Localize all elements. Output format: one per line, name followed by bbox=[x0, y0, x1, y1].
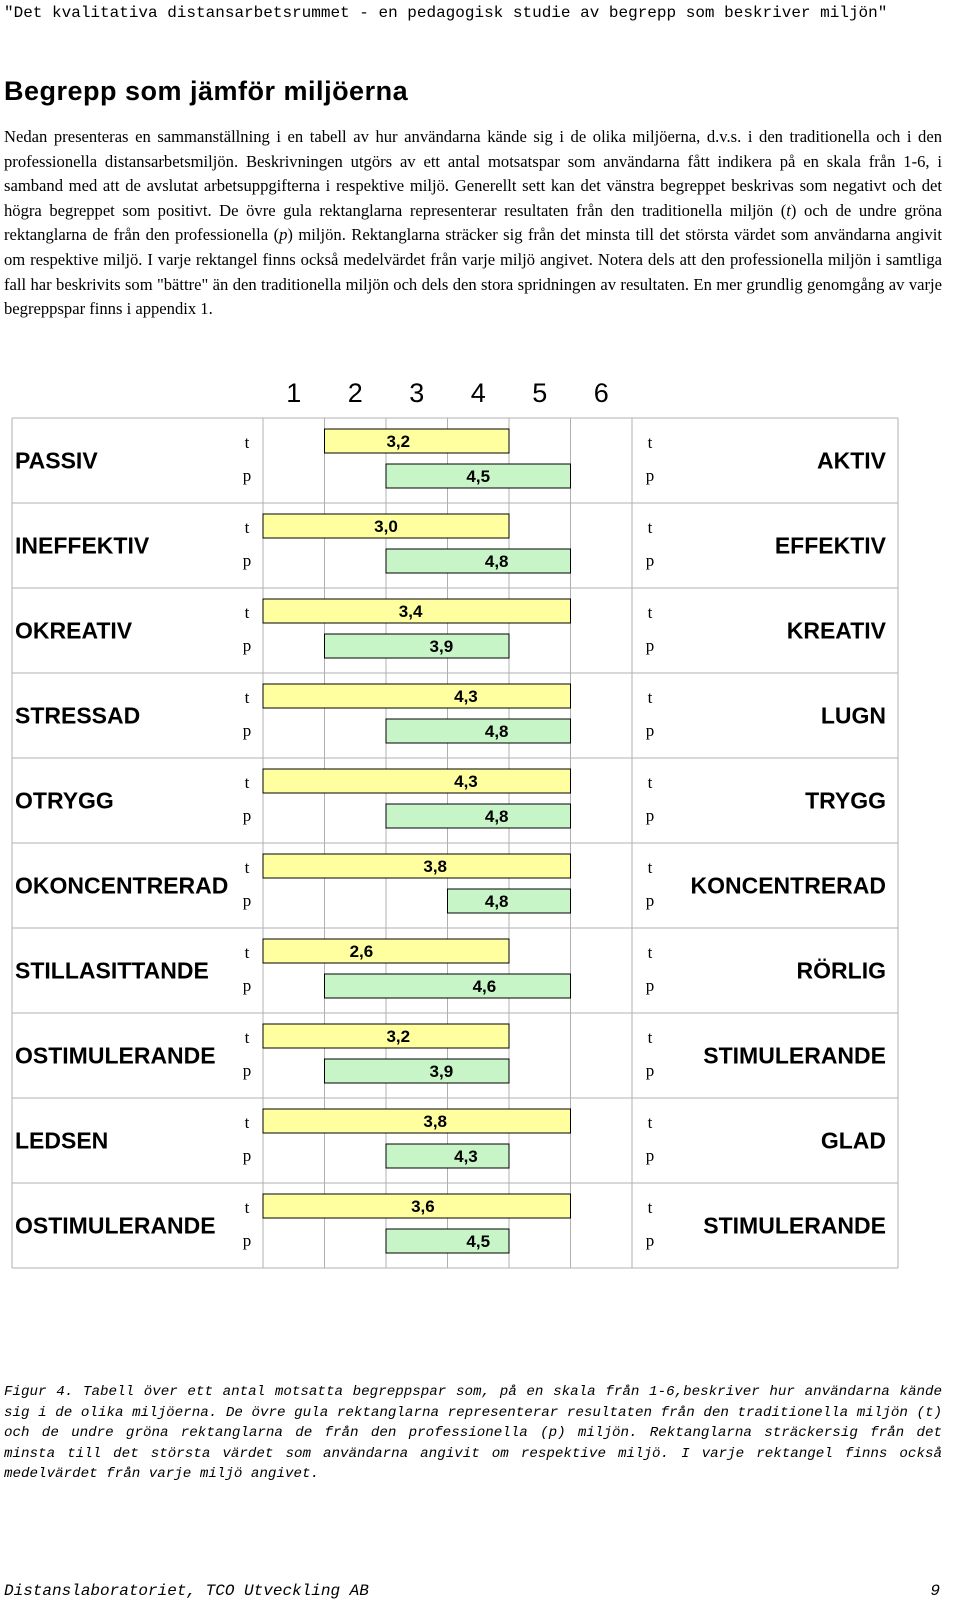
concept-right-label: LUGN bbox=[820, 702, 886, 729]
marker-t-left: t bbox=[244, 518, 250, 537]
mean-professional: 4,8 bbox=[484, 552, 509, 571]
marker-p-right: p bbox=[645, 1231, 655, 1250]
bar-professional bbox=[325, 974, 571, 998]
concept-right-label: EFFEKTIV bbox=[774, 532, 886, 559]
concept-left-label: OKREATIV bbox=[15, 617, 133, 644]
marker-t-left: t bbox=[244, 858, 250, 877]
scale-label-6: 6 bbox=[593, 378, 609, 408]
marker-t-left: t bbox=[244, 1113, 250, 1132]
marker-p-right: p bbox=[645, 891, 655, 910]
intro-p-mark: p bbox=[279, 225, 288, 245]
marker-t-right: t bbox=[647, 1198, 653, 1217]
page-number: 9 bbox=[930, 1582, 940, 1600]
concept-left-label: OTRYGG bbox=[15, 787, 114, 814]
concept-left-label: STRESSAD bbox=[15, 702, 141, 729]
marker-t-right: t bbox=[647, 858, 653, 877]
caption-p-mark: p bbox=[548, 1425, 558, 1441]
mean-professional: 3,9 bbox=[429, 1062, 454, 1081]
marker-p-left: p bbox=[242, 891, 252, 910]
bar-professional bbox=[448, 889, 571, 913]
marker-t-left: t bbox=[244, 1198, 250, 1217]
mean-traditional: 3,6 bbox=[411, 1197, 435, 1216]
concept-right-label: TRYGG bbox=[805, 787, 886, 814]
marker-p-right: p bbox=[645, 721, 655, 740]
caption-text-2: ) och de undre gröna rektanglarna de från den professionella ( bbox=[4, 1404, 942, 1441]
mean-professional: 4,8 bbox=[484, 807, 509, 826]
marker-p-right: p bbox=[645, 976, 655, 995]
scale-label-3: 3 bbox=[409, 378, 425, 408]
concept-right-label: KONCENTRERAD bbox=[690, 872, 886, 899]
mean-traditional: 3,2 bbox=[386, 432, 411, 451]
mean-traditional: 2,6 bbox=[349, 942, 374, 961]
concept-right-label: GLAD bbox=[820, 1127, 886, 1154]
marker-t-left: t bbox=[244, 433, 250, 452]
concept-left-label: OSTIMULERANDE bbox=[15, 1212, 216, 1239]
comparison-chart bbox=[0, 370, 960, 1370]
caption-t-mark: t bbox=[924, 1404, 934, 1421]
bar-professional bbox=[386, 804, 571, 828]
marker-t-right: t bbox=[647, 603, 653, 622]
concept-right-label: KREATIV bbox=[786, 617, 886, 644]
marker-t-left: t bbox=[244, 603, 250, 622]
mean-professional: 4,5 bbox=[466, 1232, 491, 1251]
concept-left-label: STILLASITTANDE bbox=[15, 957, 209, 984]
figure-caption bbox=[4, 1382, 942, 1485]
marker-t-right: t bbox=[647, 1028, 653, 1047]
marker-p-right: p bbox=[645, 551, 655, 570]
concept-left-label: INEFFEKTIV bbox=[15, 532, 150, 559]
concept-left-label: OKONCENTRERAD bbox=[15, 872, 229, 899]
mean-professional: 4,8 bbox=[484, 722, 509, 741]
concept-right-label: STIMULERANDE bbox=[703, 1212, 886, 1239]
intro-text-3: ) miljön. Rektanglarna sträcker sig från det minsta till det största värdet som användarna angivit om respektive miljö. I varje rektangel finns också medelvärdet från varje miljö angivet. Notera dels att den professionella miljön i samtliga fall har beskrivits som "bättre" än den traditionella miljön och dels den stora spridningen av resultaten. En mer grundlig genomgång av varje begreppspar finns i appendix 1. bbox=[4, 225, 942, 319]
marker-p-left: p bbox=[242, 1061, 252, 1080]
bar-traditional bbox=[263, 769, 571, 793]
scale-label-5: 5 bbox=[532, 378, 548, 408]
scale-label-4: 4 bbox=[470, 378, 486, 408]
marker-p-left: p bbox=[242, 806, 252, 825]
marker-t-right: t bbox=[647, 433, 653, 452]
section-heading: Begrepp som jämför miljöerna bbox=[4, 76, 409, 106]
bar-professional bbox=[386, 1229, 509, 1253]
marker-t-right: t bbox=[647, 1113, 653, 1132]
marker-p-left: p bbox=[242, 466, 252, 485]
bar-traditional bbox=[325, 429, 510, 453]
marker-t-left: t bbox=[244, 688, 250, 707]
marker-p-left: p bbox=[242, 1146, 252, 1165]
mean-traditional: 4,3 bbox=[454, 687, 478, 706]
concept-right-label: AKTIV bbox=[817, 447, 886, 474]
marker-t-right: t bbox=[647, 688, 653, 707]
marker-p-right: p bbox=[645, 1061, 655, 1080]
mean-traditional: 3,2 bbox=[386, 1027, 411, 1046]
bar-traditional bbox=[263, 939, 509, 963]
mean-professional: 4,8 bbox=[484, 892, 509, 911]
marker-p-left: p bbox=[242, 636, 252, 655]
marker-p-left: p bbox=[242, 551, 252, 570]
concept-right-label: RÖRLIG bbox=[796, 957, 886, 984]
marker-t-right: t bbox=[647, 943, 653, 962]
caption-text-1: Figur 4. Tabell över ett antal motsatta begreppspar som, på en skala från 1-6,beskriver hur användarna kände sig i de olika miljöerna. De övre gula rektanglarna representerar resultaten från den traditionella miljön ( bbox=[4, 1384, 942, 1421]
concept-left-label: LEDSEN bbox=[15, 1127, 109, 1154]
intro-text-2: ) och de undre gröna rektanglarna de från den professionella ( bbox=[4, 200, 943, 245]
marker-p-left: p bbox=[242, 976, 252, 995]
mean-traditional: 3,4 bbox=[398, 602, 423, 621]
mean-professional: 4,3 bbox=[454, 1147, 478, 1166]
marker-p-right: p bbox=[645, 1146, 655, 1165]
intro-text-1: Nedan presenteras en sammanställning i en tabell av hur användarna kände sig i de olika miljöerna, d.v.s. i den traditionella och i den professionella distansarbetsmiljön. Beskrivningen utgörs av ett antal motsatspar som användarna fått indikera på en skala från 1-6, i samband med att de avslutat arbetsuppgifterna i respektive miljö. Generellt sett kan det vänstra begreppet beskrivas som negativt och det högra begreppet som positivt. De övre gula rektanglarna representerar resultaten från den traditionella miljön ( bbox=[4, 127, 942, 220]
mean-traditional: 3,8 bbox=[423, 1112, 448, 1131]
bar-professional bbox=[386, 719, 571, 743]
scale-label-1: 1 bbox=[286, 378, 302, 408]
intro-paragraph bbox=[4, 125, 942, 322]
marker-t-left: t bbox=[244, 1028, 250, 1047]
bar-traditional bbox=[263, 684, 571, 708]
bar-professional bbox=[325, 1059, 510, 1083]
mean-professional: 4,6 bbox=[472, 977, 497, 996]
bar-traditional bbox=[263, 1109, 571, 1133]
mean-traditional: 3,8 bbox=[423, 857, 448, 876]
caption-text-3: ) miljön. Rektanglarna sträckersig från det minsta till det största värdet som användarna angivit om respektive miljö. I varje rektangel finns också medelvärdet från varje miljö angivet. bbox=[4, 1425, 942, 1482]
concept-right-label: STIMULERANDE bbox=[703, 1042, 886, 1069]
marker-t-right: t bbox=[647, 773, 653, 792]
bar-professional bbox=[386, 549, 571, 573]
marker-t-right: t bbox=[647, 518, 653, 537]
marker-p-left: p bbox=[242, 721, 252, 740]
bar-professional bbox=[325, 634, 510, 658]
marker-p-right: p bbox=[645, 636, 655, 655]
marker-t-left: t bbox=[244, 943, 250, 962]
document-header: "Det kvalitativa distansarbetsrummet - en pedagogisk studie av begrepp som beskriver miljön" bbox=[4, 4, 888, 22]
marker-p-right: p bbox=[645, 806, 655, 825]
mean-traditional: 4,3 bbox=[454, 772, 478, 791]
concept-left-label: PASSIV bbox=[15, 447, 98, 474]
marker-p-right: p bbox=[645, 466, 655, 485]
mean-professional: 3,9 bbox=[429, 637, 454, 656]
bar-professional bbox=[386, 1144, 509, 1168]
marker-p-left: p bbox=[242, 1231, 252, 1250]
bar-traditional bbox=[263, 854, 571, 878]
marker-t-left: t bbox=[244, 773, 250, 792]
intro-t-mark: t bbox=[786, 200, 791, 220]
scale-label-2: 2 bbox=[347, 378, 363, 408]
mean-professional: 4,5 bbox=[466, 467, 491, 486]
mean-traditional: 3,0 bbox=[374, 517, 398, 536]
footer-organization: Distanslaboratoriet, TCO Utveckling AB bbox=[4, 1582, 369, 1600]
concept-left-label: OSTIMULERANDE bbox=[15, 1042, 216, 1069]
